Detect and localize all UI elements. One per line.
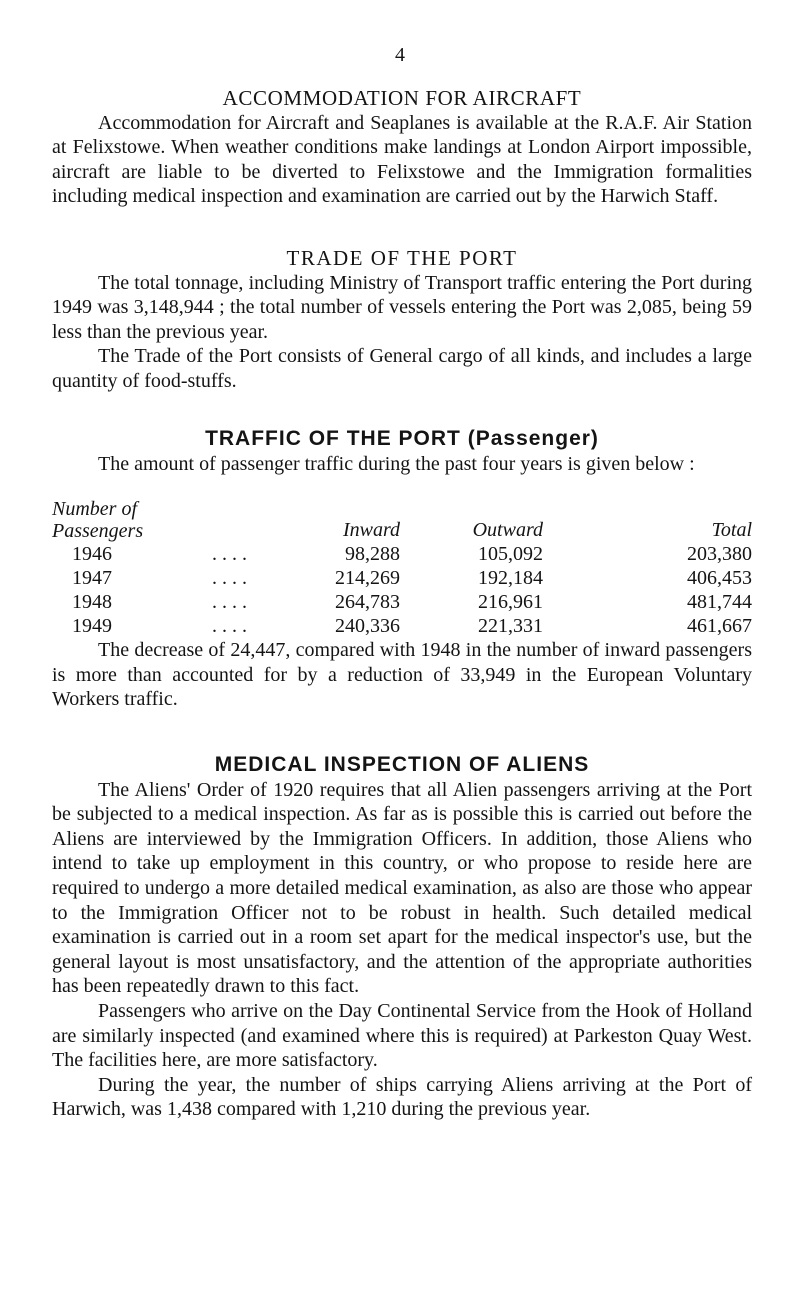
section-traffic xyxy=(52,427,752,712)
cell-total: 481,744 xyxy=(687,591,752,614)
section-aircraft xyxy=(52,86,752,209)
cell-outward: 216,961 xyxy=(478,591,543,614)
paragraph-medical-ships: During the year, the number of ships carrying Aliens arriving at the Port of Harwich, was 1,438 compared with 1,210 during the previous year. xyxy=(52,1073,752,1121)
cell-year: 1948 xyxy=(72,591,112,614)
table-header-inward: Inward xyxy=(342,519,400,542)
table-header-passengers xyxy=(52,498,212,542)
paragraph-medical-order: The Aliens' Order of 1920 requires that all Alien passengers arriving at the Port be subjected to a medical inspection. As far as is possible this is carried out before the Aliens are interviewed by the Immigration Officers. In addition, those Aliens who intend to take up employment in this country, or who propose to reside here are required to undergo a more detailed medical examination, as also are those who appear to the Immigration Officer not to be robust in health. Such detailed medical examination is carried out in a room set apart for the medical inspector's use, but the general layout is most unsatisfactory, and the attention of the appropriate authorities has been repeatedly drawn to this fact. xyxy=(52,778,752,998)
table-header-outward: Outward xyxy=(472,519,543,542)
paragraph-traffic-decrease: The decrease of 24,447, compared with 1948 in the number of inward passengers is more than accounted for by a reduction of 33,949 in the European Voluntary Workers traffic. xyxy=(52,639,752,711)
heading-traffic: TRAFFIC OF THE PORT (Passenger) xyxy=(205,427,599,450)
paragraph-trade-cargo: The Trade of the Port consists of General cargo of all kinds, and includes a large quantity of food-stuffs. xyxy=(52,345,752,392)
cell-year: 1947 xyxy=(72,567,112,590)
table-header-total: Total xyxy=(711,519,752,542)
header-passengers: Passengers xyxy=(52,520,144,543)
cell-outward: 105,092 xyxy=(478,543,543,566)
cell-inward: 264,783 xyxy=(335,591,400,614)
section-medical xyxy=(52,753,752,1122)
cell-leader: . . . . xyxy=(212,615,247,638)
heading-medical: MEDICAL INSPECTION OF ALIENS xyxy=(214,753,590,776)
paragraph-traffic-intro: The amount of passenger traffic during the past four years is given below : xyxy=(98,452,695,475)
cell-leader: . . . . xyxy=(212,567,247,590)
cell-outward: 221,331 xyxy=(478,615,543,638)
cell-year: 1949 xyxy=(72,615,112,638)
cell-total: 461,667 xyxy=(687,615,752,638)
section-trade xyxy=(52,246,752,394)
paragraph-aircraft: Accommodation for Aircraft and Seaplanes is available at the R.A.F. Air Station at Felixstowe. When weather conditions make landings at London Airport impossible, aircraft are liable to be diverted to Felixstowe and the Immigration formalities including medical inspection and examination are carried out by the Harwich Staff. xyxy=(52,111,752,208)
passenger-table xyxy=(52,498,752,638)
cell-total: 203,380 xyxy=(687,543,752,566)
heading-trade: TRADE OF THE PORT xyxy=(286,246,518,270)
paragraph-medical-parkeston: Passengers who arrive on the Day Continental Service from the Hook of Holland are similarly inspected (and examined where this is required) at Parkeston Quay West. The facilities here, are more satisfactory. xyxy=(52,999,752,1072)
cell-outward: 192,184 xyxy=(478,567,543,590)
cell-leader: . . . . xyxy=(212,591,247,614)
cell-inward: 214,269 xyxy=(335,567,400,590)
cell-inward: 98,288 xyxy=(345,543,400,566)
table-row xyxy=(52,614,752,638)
table-row xyxy=(52,590,752,614)
cell-leader: . . . . xyxy=(212,543,247,566)
table-row xyxy=(52,566,752,590)
table-row xyxy=(52,542,752,566)
header-number-of: Number of xyxy=(52,498,137,521)
cell-total: 406,453 xyxy=(687,567,752,590)
paragraph-trade-tonnage: The total tonnage, including Ministry of Transport traffic entering the Port during 1949 was 3,148,944 ; the total number of vessels entering the Port was 2,085, being 59 less than the previous year. xyxy=(52,271,752,343)
heading-aircraft: ACCOMMODATION FOR AIRCRAFT xyxy=(222,86,582,110)
cell-year: 1946 xyxy=(72,543,112,566)
page-number: 4 xyxy=(395,44,405,66)
cell-inward: 240,336 xyxy=(335,615,400,638)
